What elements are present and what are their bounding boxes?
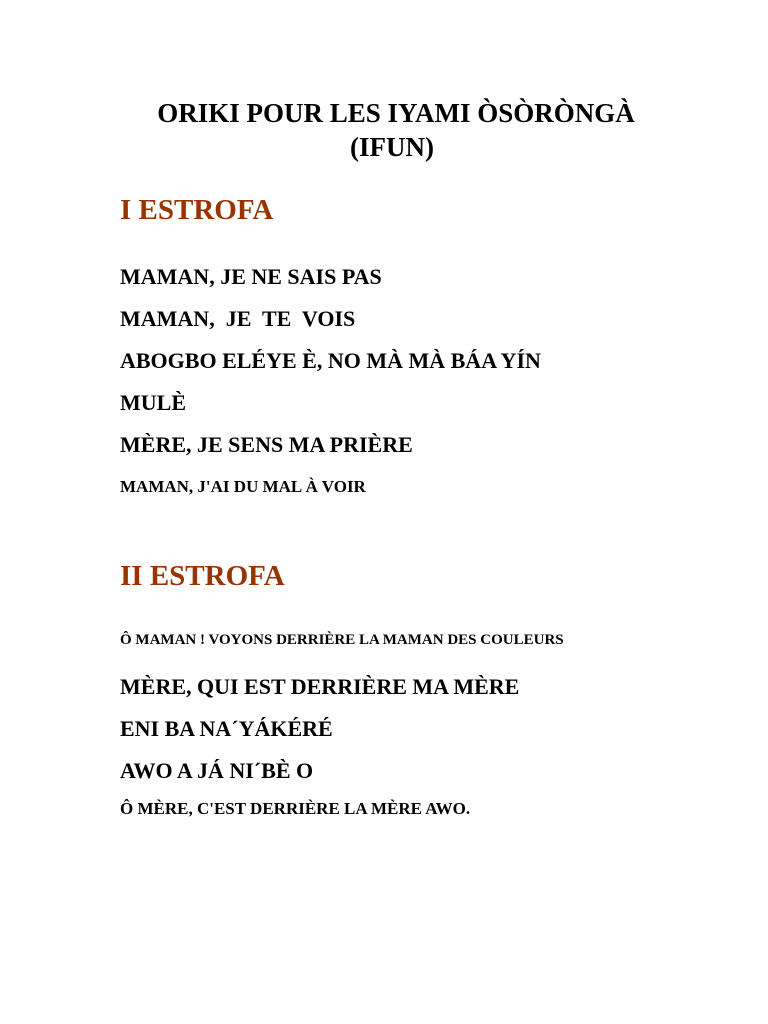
stanza-2-line-4: AWO A JÁ NI´BÈ O xyxy=(120,758,314,783)
stanza-1-line-2: MAMAN, JE TE VOIS xyxy=(120,306,356,331)
stanza-1-line-5: MÈRE, JE SENS MA PRIÈRE xyxy=(120,432,413,457)
stanza-1-line-6: MAMAN, J'AI DU MAL À VOIR xyxy=(120,477,366,496)
page-title: ORIKI POUR LES IYAMI ÒSÒRÒNGÀ xyxy=(157,98,635,128)
stanza-1-heading: I ESTROFA xyxy=(120,194,274,226)
stanza-2-line-1: Ô MAMAN ! VOYONS DERRIÈRE LA MAMAN DES COULEURS xyxy=(120,632,564,648)
stanza-2-line-2: MÈRE, QUI EST DERRIÈRE MA MÈRE xyxy=(120,674,520,699)
stanza-2-line-5: Ô MÈRE, C'EST DERRIÈRE LA MÈRE AWO. xyxy=(120,799,471,818)
stanza-1-line-4: MULÈ xyxy=(120,390,186,415)
stanza-1-line-1: MAMAN, JE NE SAIS PAS xyxy=(120,264,382,289)
stanza-1-line-3: ABOGBO ELÉYE È, NO MÀ MÀ BÁA YÍN xyxy=(120,348,541,373)
stanza-2-heading: II ESTROFA xyxy=(120,560,285,592)
stanza-2-line-3: ENI BA NA´YÁKÉRÉ xyxy=(120,716,333,741)
page-subtitle: (IFUN) xyxy=(350,132,434,162)
